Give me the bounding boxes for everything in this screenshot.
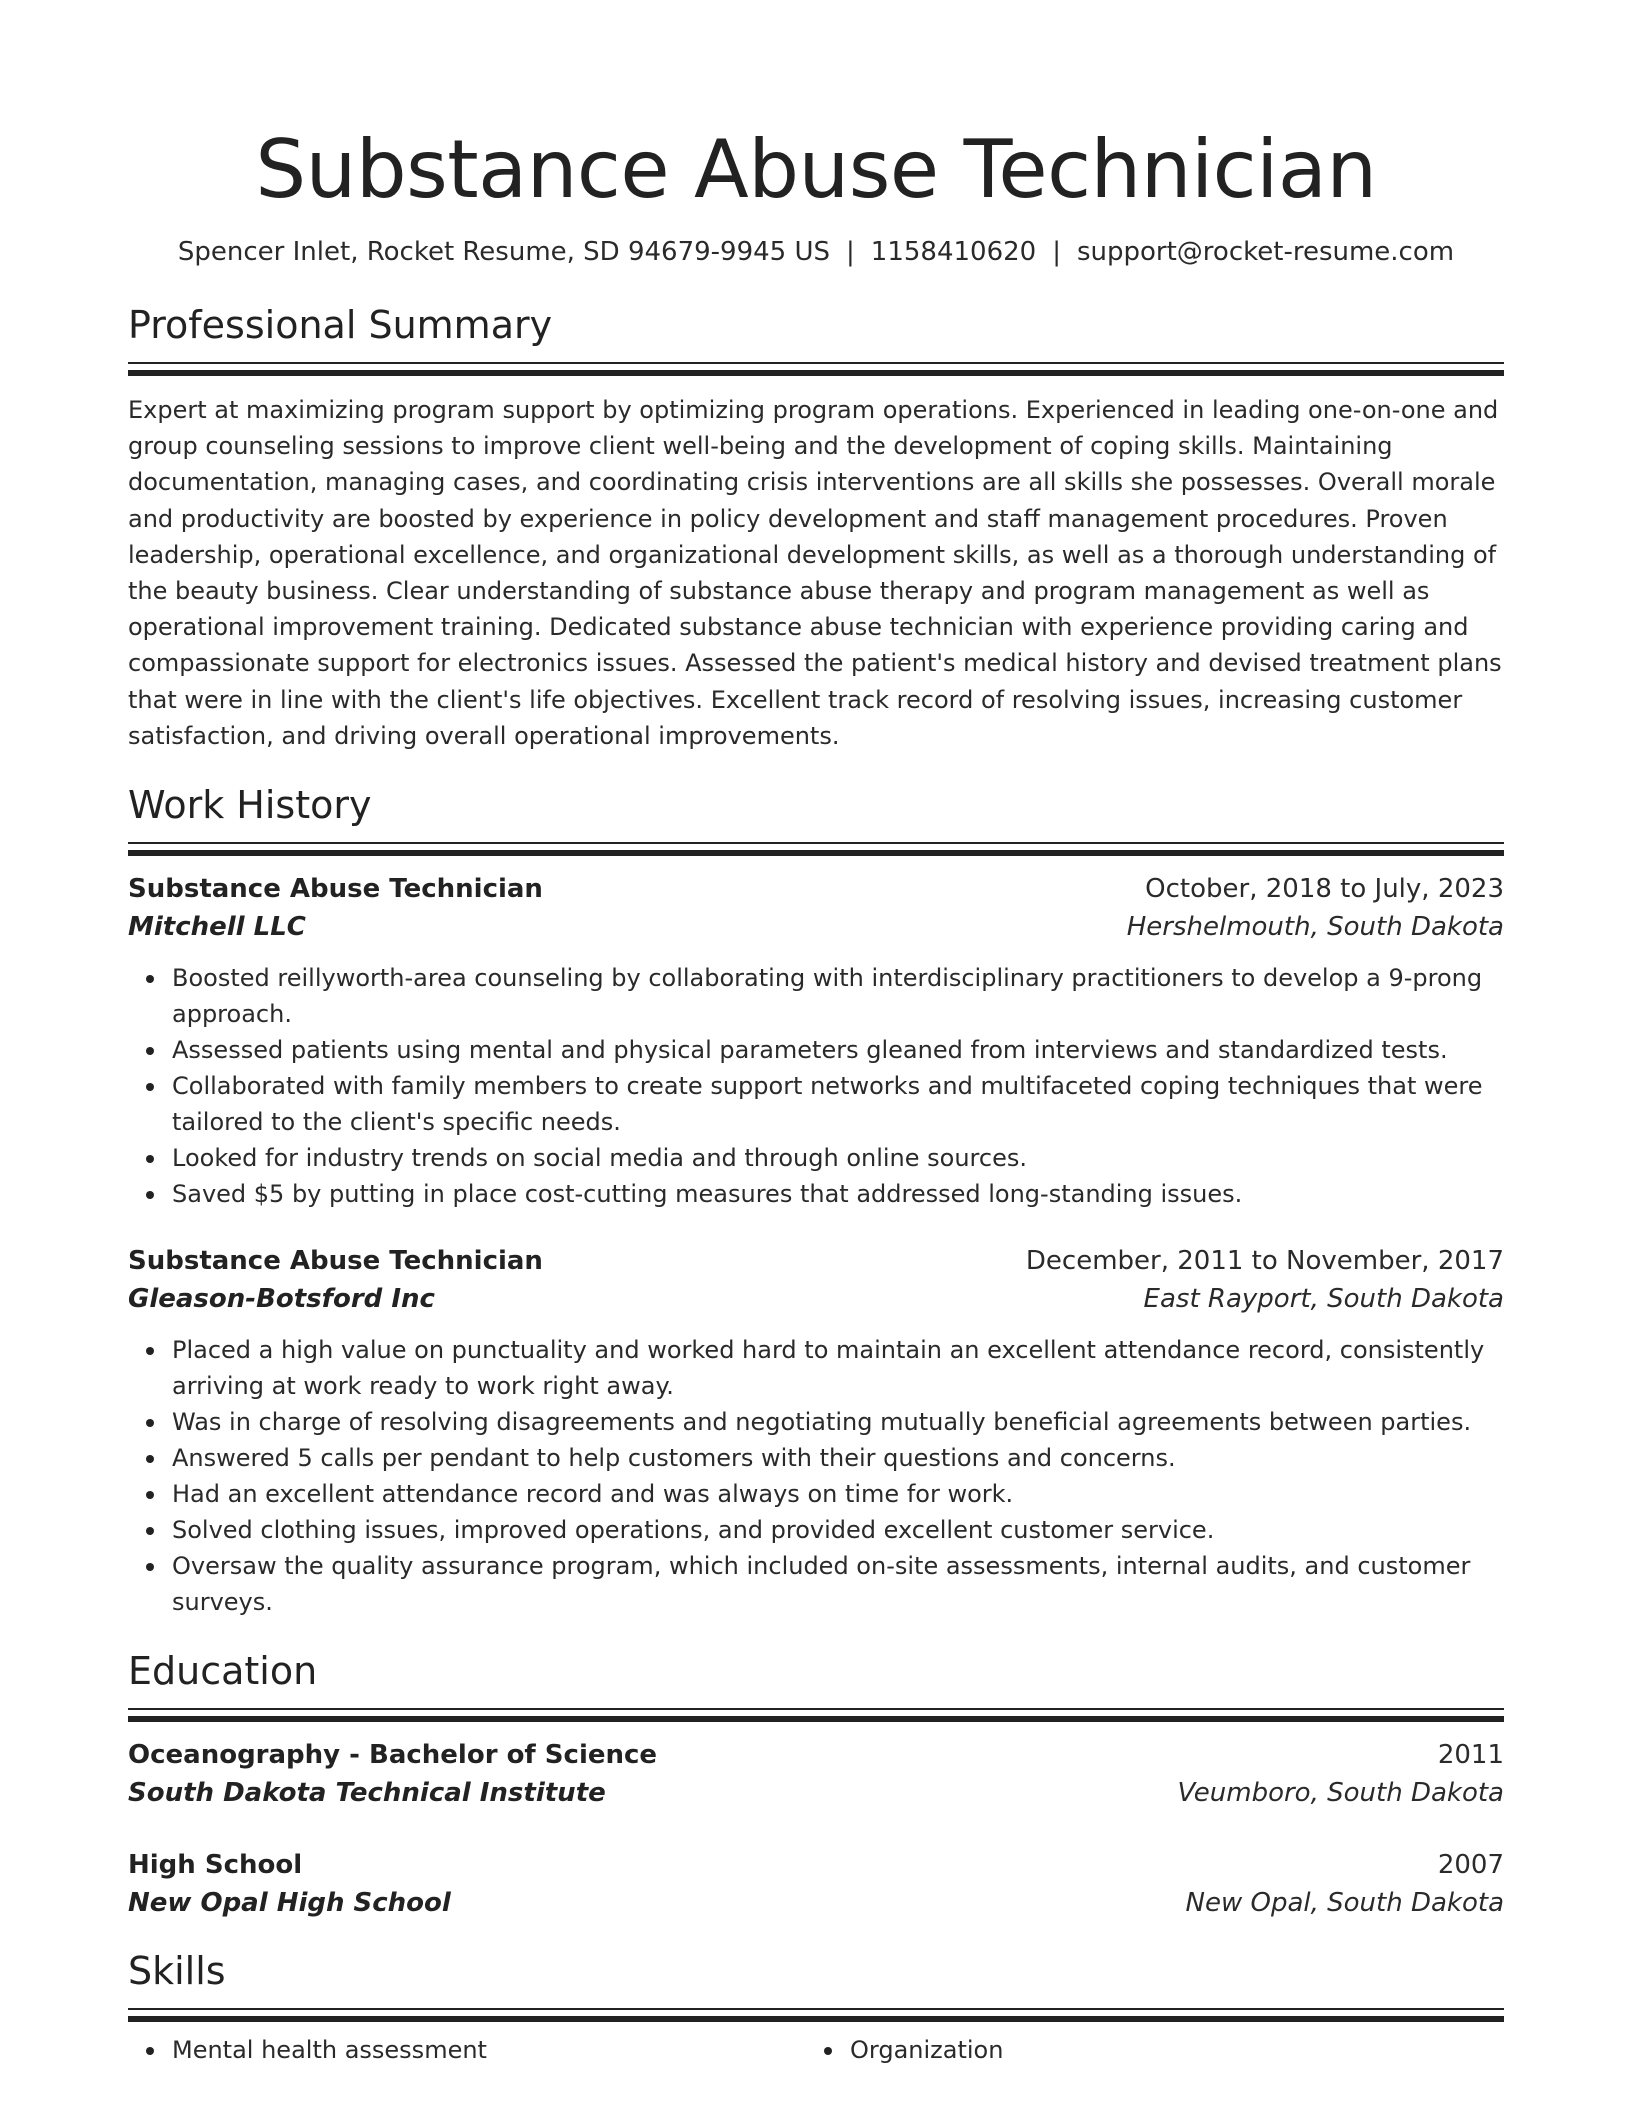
contact-phone: 1158410620 xyxy=(870,237,1037,267)
section-divider xyxy=(128,1708,1504,1722)
graduation-year: 2007 xyxy=(1437,1850,1504,1881)
list-item: Had an excellent attendance record and was always on time for work. xyxy=(172,1476,1504,1512)
skills-right-list xyxy=(806,2032,1484,2068)
education-entry xyxy=(128,1846,1504,1922)
list-item: Mental health assessment xyxy=(172,2032,806,2068)
summary-section xyxy=(128,300,1504,754)
contact-address: Spencer Inlet, Rocket Resume, SD 94679-9945 US xyxy=(177,237,831,267)
list-item: Looked for industry trends on social media and through online sources. xyxy=(172,1140,1504,1176)
school-name: New Opal High School xyxy=(128,1888,451,1919)
skills-section xyxy=(128,1946,1504,2068)
skills-list xyxy=(128,2032,1504,2068)
list-item: Saved $5 by putting in place cost-cutting measures that addressed long-standing issues. xyxy=(172,1176,1504,1212)
education-section xyxy=(128,1646,1504,1922)
job-dates: October, 2018 to July, 2023 xyxy=(1145,874,1504,905)
job-entry xyxy=(128,870,1504,1212)
job-duties xyxy=(128,960,1504,1212)
list-item: Collaborated with family members to create support networks and multifaceted coping techniques that were tailored to the client's specific needs. xyxy=(172,1068,1504,1140)
job-location: East Rayport, South Dakota xyxy=(1143,1284,1504,1315)
graduation-year: 2011 xyxy=(1437,1740,1504,1771)
section-heading-work: Work History xyxy=(128,783,372,828)
list-item: Assessed patients using mental and physical parameters gleaned from interviews and standardized tests. xyxy=(172,1032,1504,1068)
education-entry xyxy=(128,1736,1504,1812)
school-location: New Opal, South Dakota xyxy=(1185,1888,1504,1919)
list-item: Solved clothing issues, improved operations, and provided excellent customer service. xyxy=(172,1512,1504,1548)
contact-email: support@rocket-resume.com xyxy=(1076,237,1455,267)
list-item: Was in charge of resolving disagreements and negotiating mutually beneficial agreements between parties. xyxy=(172,1404,1504,1440)
list-item: Placed a high value on punctuality and worked hard to maintain an excellent attendance record, consistently arriving at work ready to work right away. xyxy=(172,1332,1504,1404)
degree-title: Oceanography - Bachelor of Science xyxy=(128,1740,658,1771)
job-entry xyxy=(128,1242,1504,1620)
job-dates: December, 2011 to November, 2017 xyxy=(1025,1246,1504,1277)
section-divider xyxy=(128,2008,1504,2022)
section-heading-summary: Professional Summary xyxy=(128,303,553,347)
job-duties xyxy=(128,1332,1504,1620)
section-heading-education: Education xyxy=(128,1649,318,1694)
contact-line xyxy=(128,234,1504,270)
degree-title: High School xyxy=(128,1850,303,1881)
summary-text: Expert at maximizing program support by optimizing program operations. Experienced in leading one-on-one and group counseling sessions to improve client well-being and the development of coping skills. Maintaining documentation, managing cases, and coordinating crisis interventions are all skills she possesses. Overall morale and productivity are boosted by experience in policy development and staff management procedures. Proven leadership, operational excellence, and organizational development skills, as well as a thorough understanding of the beauty business. Clear understanding of substance abuse therapy and program management as well as operational improvement training. Dedicated substance abuse technician with experience providing caring and compassionate support for electronics issues. Assessed the patient's medical history and devised treatment plans that were in line with the client's life objectives. Excellent track record of resolving issues, increasing customer satisfaction, and driving overall operational improvements. xyxy=(128,396,1502,750)
job-title: Substance Abuse Technician xyxy=(128,1246,543,1277)
list-item: Organization xyxy=(850,2032,1484,2068)
skills-left-list xyxy=(128,2032,806,2068)
section-divider xyxy=(128,362,1504,376)
list-item: Answered 5 calls per pendant to help customers with their questions and concerns. xyxy=(172,1440,1504,1476)
job-company: Mitchell LLC xyxy=(128,912,306,943)
school-name: South Dakota Technical Institute xyxy=(128,1778,606,1809)
skills-column-right xyxy=(806,2032,1484,2068)
job-title: Substance Abuse Technician xyxy=(128,874,543,905)
contact-separator: | xyxy=(846,237,855,267)
school-location: Veumboro, South Dakota xyxy=(1177,1778,1504,1809)
list-item: Oversaw the quality assurance program, which included on-site assessments, internal audits, and customer surveys. xyxy=(172,1548,1504,1620)
section-heading-skills: Skills xyxy=(128,1949,226,1994)
job-location: Hershelmouth, South Dakota xyxy=(1126,912,1504,943)
work-history-section xyxy=(128,780,1504,1620)
section-divider xyxy=(128,842,1504,856)
job-company: Gleason-Botsford Inc xyxy=(128,1284,435,1315)
resume-page xyxy=(128,0,1504,2068)
skills-column-left xyxy=(128,2032,806,2068)
resume-title: Substance Abuse Technician xyxy=(255,123,1377,216)
list-item: Boosted reillyworth-area counseling by collaborating with interdisciplinary practitioners to develop a 9-prong approach. xyxy=(172,960,1504,1032)
contact-separator: | xyxy=(1052,237,1061,267)
